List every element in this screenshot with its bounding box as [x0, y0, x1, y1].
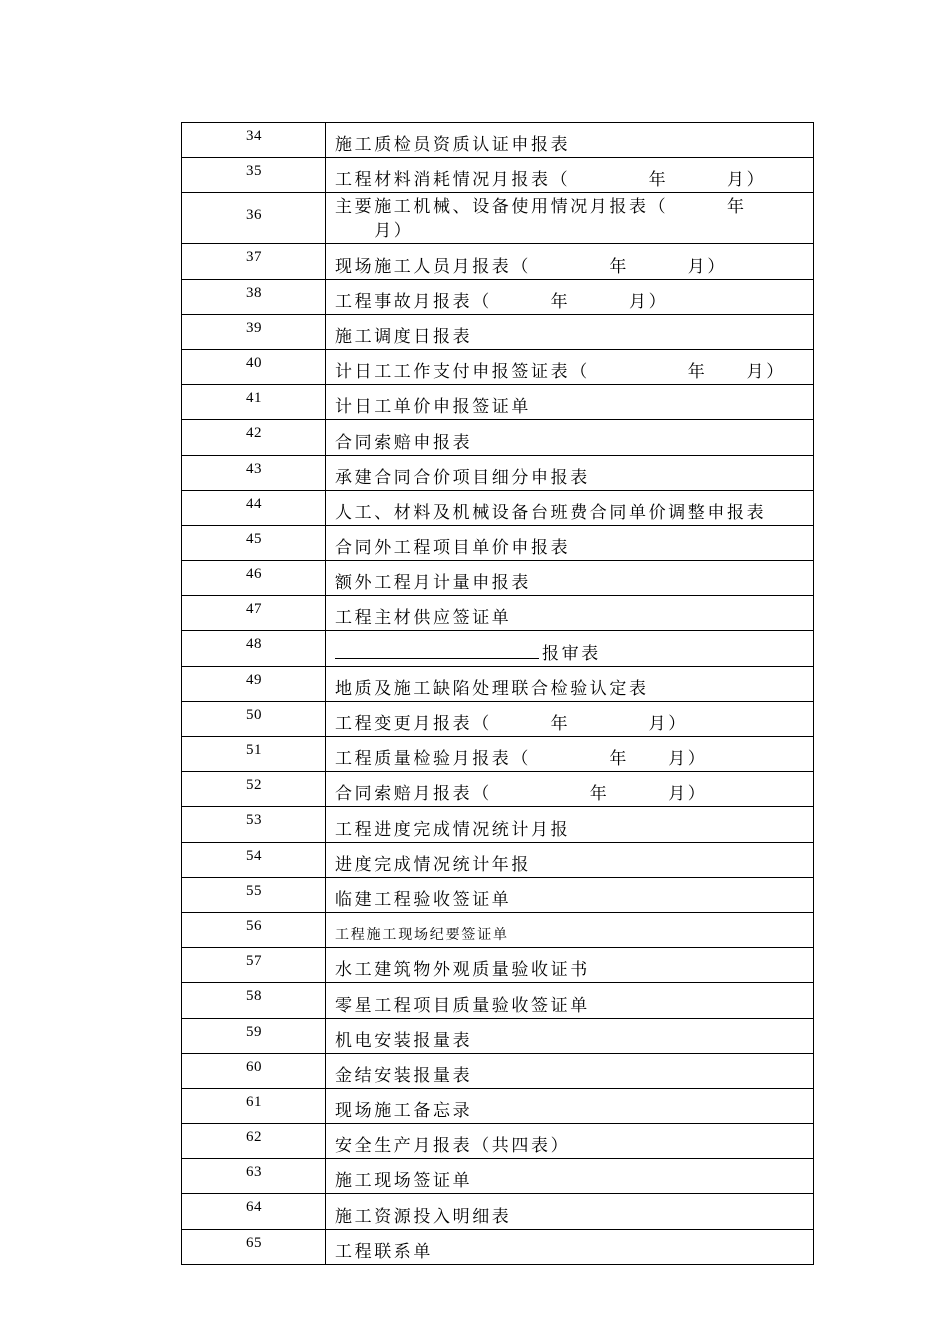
table-row [182, 123, 814, 158]
row-number-cell [182, 912, 326, 947]
form-title: 工程进度完成情况统计月报 [326, 807, 814, 842]
row-number: 37 [246, 249, 262, 266]
row-number-cell [182, 772, 326, 807]
row-number: 51 [246, 742, 262, 758]
row-number: 53 [246, 812, 262, 829]
form-title: 工程质量检验月报表（ 年 月） [326, 737, 814, 772]
form-title: 金结安装报量表 [326, 1053, 814, 1088]
table-row [182, 279, 814, 314]
form-title: 水工建筑物外观质量验收证书 [326, 948, 814, 983]
table-row [182, 525, 814, 560]
row-number-cell [182, 420, 326, 455]
form-title: 施工现场签证单 [326, 1159, 814, 1194]
row-number-cell [182, 877, 326, 912]
table-row [182, 1053, 814, 1088]
form-title: 工程联系单 [326, 1229, 814, 1264]
form-title: 工程变更月报表（ 年 月） [326, 701, 814, 736]
table-row [182, 842, 814, 877]
row-number: 55 [246, 882, 262, 899]
table-row [182, 420, 814, 455]
form-title: 合同索赔月报表（ 年 月） [326, 772, 814, 807]
row-number-cell [182, 1053, 326, 1088]
row-number: 60 [246, 1058, 262, 1075]
row-number-cell [182, 596, 326, 631]
row-number: 41 [246, 390, 262, 407]
row-number: 58 [246, 988, 262, 1005]
row-number-cell [182, 1088, 326, 1123]
row-number: 65 [246, 1234, 262, 1251]
form-title: 工程材料消耗情况月报表（ 年 月） [326, 158, 814, 193]
row-number: 43 [246, 460, 262, 477]
table-row [182, 490, 814, 525]
row-number-cell [182, 1018, 326, 1053]
row-number-cell [182, 385, 326, 420]
row-number: 42 [246, 425, 262, 442]
row-number: 35 [246, 163, 262, 180]
form-title-with-blank [326, 631, 814, 666]
table-row [182, 1194, 814, 1229]
row-number-cell [182, 842, 326, 877]
row-number: 45 [246, 530, 262, 547]
form-title: 进度完成情况统计年报 [326, 842, 814, 877]
table-row [182, 772, 814, 807]
table-row [182, 948, 814, 983]
table-row [182, 877, 814, 912]
form-title: 施工质检员资质认证申报表 [326, 123, 814, 158]
fill-in-blank-line [335, 640, 539, 659]
form-title: 零星工程项目质量验收签证单 [326, 983, 814, 1018]
row-number-cell [182, 279, 326, 314]
row-number-cell [182, 1194, 326, 1229]
form-title: 工程施工现场纪要签证单 [326, 912, 814, 947]
row-number-cell [182, 948, 326, 983]
form-title: 工程主材供应签证单 [326, 596, 814, 631]
form-title: 计日工单价申报签证单 [326, 385, 814, 420]
row-number-cell [182, 701, 326, 736]
row-number: 56 [246, 917, 262, 934]
form-title: 施工调度日报表 [326, 314, 814, 349]
row-number: 62 [246, 1129, 262, 1146]
row-number: 40 [246, 354, 262, 371]
form-title: 机电安装报量表 [326, 1018, 814, 1053]
row-number: 36 [246, 207, 262, 224]
row-number: 59 [246, 1023, 262, 1040]
row-number: 38 [246, 284, 262, 301]
row-number-cell [182, 244, 326, 279]
form-title: 临建工程验收签证单 [326, 877, 814, 912]
row-number-cell [182, 123, 326, 158]
table-row [182, 701, 814, 736]
row-number-cell [182, 1229, 326, 1264]
table-row [182, 912, 814, 947]
table-row [182, 561, 814, 596]
form-title: 地质及施工缺陷处理联合检验认定表 [326, 666, 814, 701]
table-row [182, 1088, 814, 1123]
table-row [182, 1124, 814, 1159]
row-number-cell [182, 983, 326, 1018]
form-title: 合同索赔申报表 [326, 420, 814, 455]
row-number-cell [182, 455, 326, 490]
table-row [182, 193, 814, 244]
form-title: 施工资源投入明细表 [326, 1194, 814, 1229]
row-number: 61 [246, 1093, 262, 1110]
row-number: 50 [246, 706, 262, 723]
form-title: 承建合同合价项目细分申报表 [326, 455, 814, 490]
form-list-table [181, 122, 814, 1265]
form-title: 安全生产月报表（共四表） [326, 1124, 814, 1159]
row-number-cell [182, 525, 326, 560]
row-number: 39 [246, 319, 262, 336]
table-row [182, 631, 814, 666]
row-number-cell [182, 193, 326, 244]
table-row [182, 385, 814, 420]
form-title: 工程事故月报表（ 年 月） [326, 279, 814, 314]
form-list-body [182, 123, 814, 1265]
table-row [182, 349, 814, 384]
table-row [182, 1229, 814, 1264]
row-number-cell [182, 314, 326, 349]
form-title: 主要施工机械、设备使用情况月报表（ 年 月） [326, 193, 814, 244]
table-row [182, 314, 814, 349]
row-number: 47 [246, 601, 262, 618]
row-number-cell [182, 490, 326, 525]
row-number: 44 [246, 495, 262, 512]
row-number-cell [182, 561, 326, 596]
form-title: 合同外工程项目单价申报表 [326, 525, 814, 560]
row-number: 63 [246, 1164, 262, 1181]
row-number: 64 [246, 1199, 262, 1216]
row-number-cell [182, 1159, 326, 1194]
row-number-cell [182, 349, 326, 384]
row-number: 49 [246, 671, 262, 688]
form-title: 计日工工作支付申报签证表（ 年 月） [326, 349, 814, 384]
table-row [182, 983, 814, 1018]
form-title: 报审表 [542, 643, 601, 664]
row-number: 48 [246, 636, 262, 653]
row-number: 52 [246, 777, 262, 794]
table-row [182, 455, 814, 490]
table-row [182, 596, 814, 631]
row-number-cell [182, 158, 326, 193]
row-number-cell [182, 737, 326, 772]
row-number-cell [182, 631, 326, 666]
table-row [182, 807, 814, 842]
table-row [182, 1018, 814, 1053]
table-row [182, 1159, 814, 1194]
table-row [182, 158, 814, 193]
row-number: 34 [246, 128, 262, 144]
table-row [182, 737, 814, 772]
form-title: 人工、材料及机械设备台班费合同单价调整申报表 [326, 490, 814, 525]
row-number-cell [182, 666, 326, 701]
row-number-cell [182, 1124, 326, 1159]
row-number: 46 [246, 566, 262, 583]
table-row [182, 666, 814, 701]
form-title: 现场施工备忘录 [326, 1088, 814, 1123]
table-row [182, 244, 814, 279]
form-title: 现场施工人员月报表（ 年 月） [326, 244, 814, 279]
form-title: 额外工程月计量申报表 [326, 561, 814, 596]
row-number: 57 [246, 953, 262, 970]
row-number-cell [182, 807, 326, 842]
row-number: 54 [246, 847, 262, 864]
